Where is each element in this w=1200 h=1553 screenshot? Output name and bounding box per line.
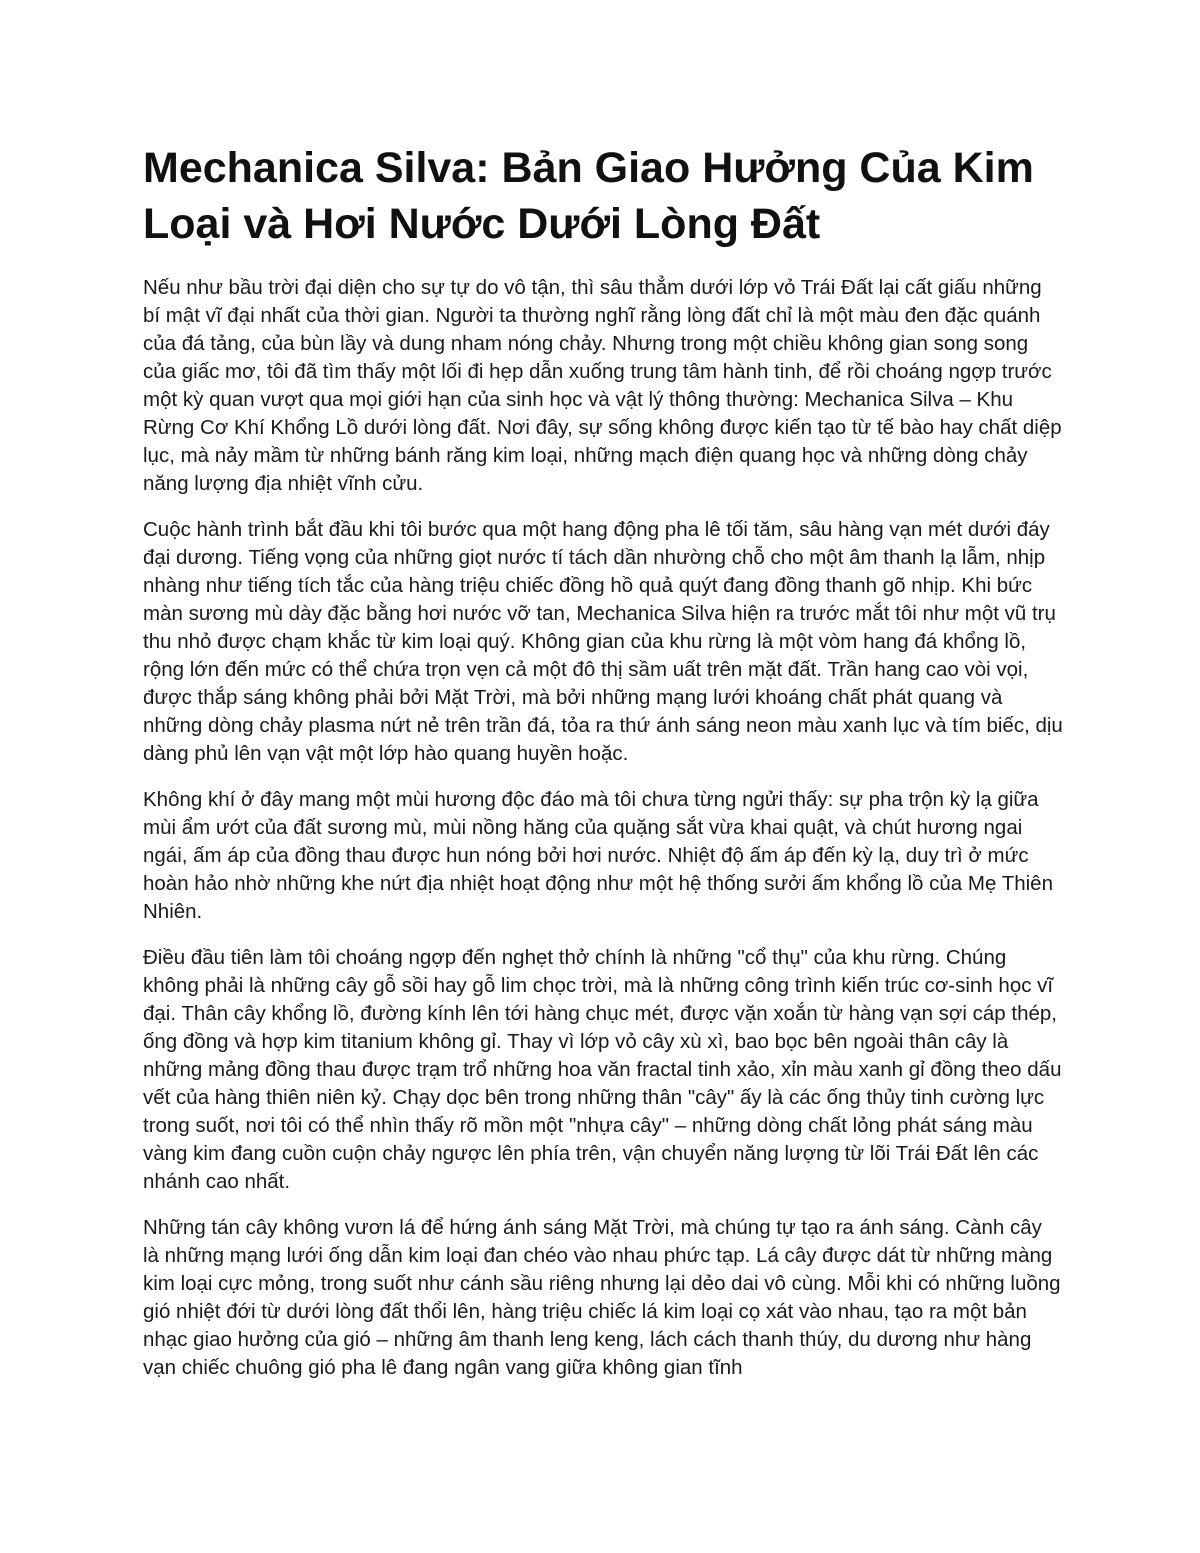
paragraph-4: Điều đầu tiên làm tôi choáng ngợp đến nghẹt thở chính là những "cổ thụ" của khu rừng. Chúng không phải là những cây gỗ sồi hay gỗ lim chọc trời, mà là những công trình kiến trúc cơ-sinh học vĩ đại. Thân cây khổng lồ, đường kính lên tới hàng chục mét, được vặn xoắn từ hàng vạn sợi cáp thép, ống đồng và hợp kim titanium không gỉ. Thay vì lớp vỏ cây xù xì, bao bọc bên ngoài thân cây là những mảng đồng thau được trạm trổ những hoa văn fractal tinh xảo, xỉn màu xanh gỉ đồng theo dấu vết của hàng thiên niên kỷ. Chạy dọc bên trong những thân "cây" ấy là các ống thủy tinh cường lực trong suốt, nơi tôi có thể nhìn thấy rõ mồn một "nhựa cây" – những dòng chất lỏng phát sáng màu vàng kim đang cuồn cuộn chảy ngược lên phía trên, vận chuyển năng lượng từ lõi Trái Đất lên các nhánh cao nhất. [143, 946, 1062, 1193]
paragraph-1: Nếu như bầu trời đại diện cho sự tự do vô tận, thì sâu thẳm dưới lớp vỏ Trái Đất lại cất giấu những bí mật vĩ đại nhất của thời gian. Người ta thường nghĩ rằng lòng đất chỉ là một màu đen đặc quánh của đá tảng, của bùn lầy và dung nham nóng chảy. Nhưng trong một chiều không gian song song của giấc mơ, tôi đã tìm thấy một lối đi hẹp dẫn xuống trung tâm hành tinh, để rồi choáng ngợp trước một kỳ quan vượt qua mọi giới hạn của sinh học và vật lý thông thường: Mechanica Silva – Khu Rừng Cơ Khí Khổng Lồ dưới lòng đất. Nơi đây, sự sống không được kiến tạo từ tế bào hay chất diệp lục, mà nảy mầm từ những bánh răng kim loại, những mạch điện quang học và những dòng chảy năng lượng địa nhiệt vĩnh cửu. [143, 276, 1062, 495]
document-title: Mechanica Silva: Bản Giao Hưởng Của Kim Loại và Hơi Nước Dưới Lòng Đất [143, 144, 1034, 248]
paragraph-3: Không khí ở đây mang một mùi hương độc đáo mà tôi chưa từng ngửi thấy: sự pha trộn kỳ lạ giữa mùi ẩm ướt của đất sương mù, mùi nồng hăng của quặng sắt vừa khai quật, và chút hương ngai ngái, ấm áp của đồng thau được hun nóng bởi hơi nước. Nhiệt độ ấm áp đến kỳ lạ, duy trì ở mức hoàn hảo nhờ những khe nứt địa nhiệt hoạt động như một hệ thống sưởi ấm khổng lồ của Mẹ Thiên Nhiên. [143, 788, 1053, 923]
document-page [143, 140, 1063, 1400]
paragraph-2: Cuộc hành trình bắt đầu khi tôi bước qua một hang động pha lê tối tăm, sâu hàng vạn mét dưới đáy đại dương. Tiếng vọng của những giọt nước tí tách dần nhường chỗ cho một âm thanh lạ lẫm, nhịp nhàng như tiếng tích tắc của hàng triệu chiếc đồng hồ quả quýt đang đồng thanh gõ nhịp. Khi bức màn sương mù dày đặc bằng hơi nước vỡ tan, Mechanica Silva hiện ra trước mắt tôi như một vũ trụ thu nhỏ được chạm khắc từ kim loại quý. Không gian của khu rừng là một vòm hang đá khổng lồ, rộng lớn đến mức có thể chứa trọn vẹn cả một đô thị sầm uất trên mặt đất. Trần hang cao vòi vọi, được thắp sáng không phải bởi Mặt Trời, mà bởi những mạng lưới khoáng chất phát quang và những dòng chảy plasma nứt nẻ trên trần đá, tỏa ra thứ ánh sáng neon màu xanh lục và tím biếc, dịu dàng phủ lên vạn vật một lớp hào quang huyền hoặc. [143, 518, 1063, 765]
paragraph-5: Những tán cây không vươn lá để hứng ánh sáng Mặt Trời, mà chúng tự tạo ra ánh sáng. Cành cây là những mạng lưới ống dẫn kim loại đan chéo vào nhau phức tạp. Lá cây được dát từ những màng kim loại cực mỏng, trong suốt như cánh sầu riêng nhưng lại dẻo dai vô cùng. Mỗi khi có những luồng gió nhiệt đới từ dưới lòng đất thổi lên, hàng triệu chiếc lá kim loại cọ xát vào nhau, tạo ra một bản nhạc giao hưởng của gió – những âm thanh leng keng, lách cách thanh thúy, du dương như hàng vạn chiếc chuông gió pha lê đang ngân vang giữa không gian tĩnh [143, 1216, 1061, 1379]
